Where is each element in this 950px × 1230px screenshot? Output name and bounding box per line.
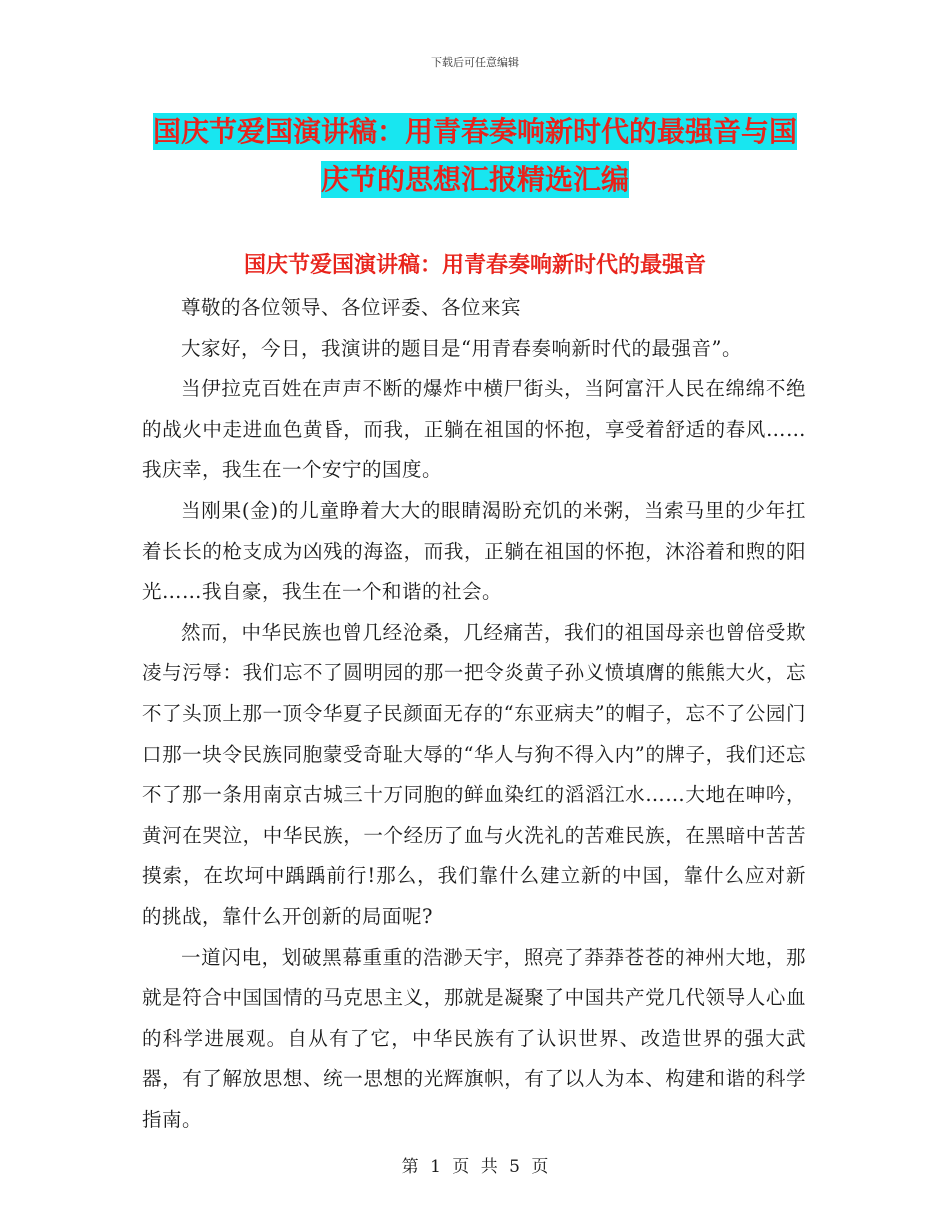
paragraph-iraq: 当伊拉克百姓在声声不断的爆炸中横尸街头，当阿富汗人民在绵绵不绝的战火中走进血色黄昏，而我，正躺在祖国的怀抱，享受着舒适的春风……我庆幸，我生在一个安宁的国度。: [142, 377, 806, 482]
paragraph-history: 然而，中华民族也曾几经沧桑，几经痛苦，我们的祖国母亲也曾倍受欺凌与污辱：我们忘不了圆明园的那一把令炎黄子孙义愤填膺的熊熊大火，忘不了头顶上那一顶令华夏子民颜面无存的“东亚病夫”的帽子，忘不了公园门口那一块令民族同胞蒙受奇耻大辱的“华人与狗不得入内”的牌子，我们还忘不了那一条用南京古城三十万同胞的鲜血染红的滔滔江水……大地在呻吟，黄河在哭泣，中华民族，一个经历了血与火洗礼的苦难民族，在黑暗中苦苦摸索，在坎坷中踽踽前行!那么，我们靠什么建立新的中国，靠什么应对新的挑战，靠什么开创新的局面呢?: [142, 620, 806, 928]
document-title: [0, 108, 950, 204]
section-title: 国庆节爱国演讲稿：用青春奏响新时代的最强音: [243, 253, 706, 278]
page-number-footer: 第 1 页 共 5 页: [401, 1157, 549, 1177]
page-header-note: 下载后可任意编辑: [431, 56, 519, 69]
paragraph-salutation: 尊敬的各位领导、各位评委、各位来宾: [181, 296, 522, 319]
paragraph-greeting: 大家好，今日，我演讲的题目是“用青春奏响新时代的最强音”。: [181, 336, 742, 360]
body-text: [142, 288, 806, 1140]
paragraph-lightning: 一道闪电，划破黑幕重重的浩渺天宇，照亮了莽莽苍苍的神州大地，那就是符合中国国情的马克思主义，那就是凝聚了中国共产党几代领导人心血的科学进展观。自从有了它，中华民族有了认识世界、改造世界的强大武器，有了解放思想、统一思想的光辉旗帜，有了以人为本、构建和谐的科学指南。: [142, 945, 806, 1131]
paragraph-congo: 当刚果(金)的儿童睁着大大的眼睛渴盼充饥的米粥，当索马里的少年扛着长长的枪支成为凶残的海盗，而我，正躺在祖国的怀抱，沐浴着和煦的阳光……我自豪，我生在一个和谐的社会。: [142, 498, 806, 604]
document-title-line-2: 庆节的思想汇报精选汇编: [320, 163, 629, 196]
document-title-line-1: 国庆节爱国演讲稿：用青春奏响新时代的最强音与国: [152, 115, 797, 148]
